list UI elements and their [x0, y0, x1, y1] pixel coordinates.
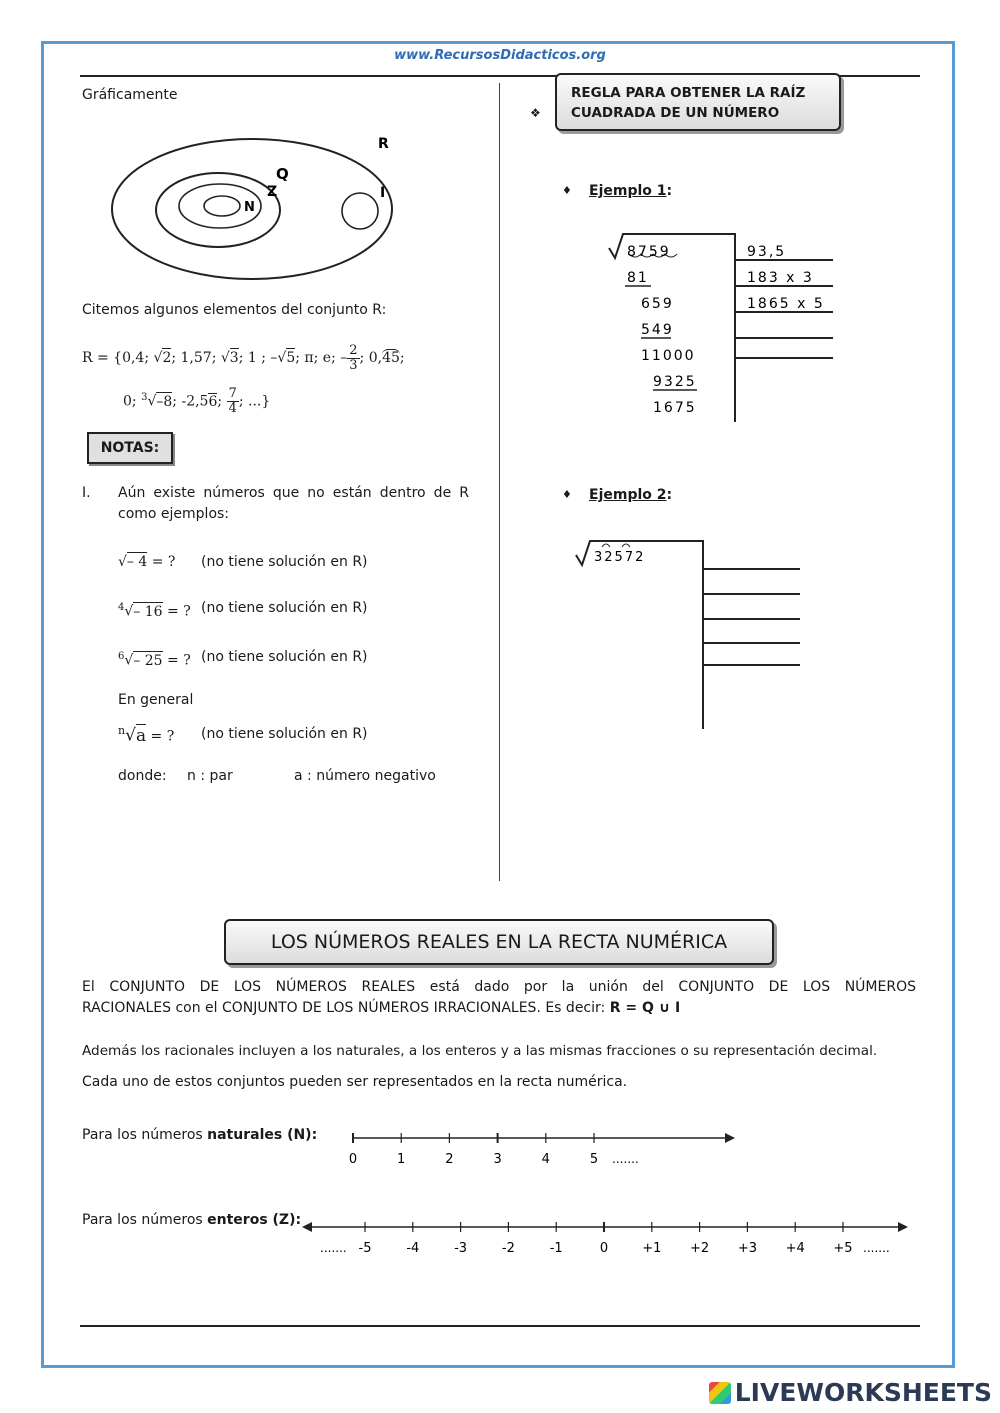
lws-logo-icon [709, 1382, 731, 1404]
naturals-tick-label: 1 [397, 1152, 406, 1167]
paragraph-2: Además los racionales incluyen a los naturales, a los enteros y a las mismas fracciones o su representación decimal. [82, 1043, 878, 1059]
naturals-tick-label: 0 [348, 1152, 358, 1167]
naturals-tick-label: 4 [541, 1152, 550, 1167]
radicand-2: 32572 [594, 550, 646, 565]
diamond-icon-2: ♦ [562, 488, 572, 501]
graph-title: Gráficamente [82, 87, 178, 103]
formula-union: R = Q ∪ I [609, 1000, 681, 1016]
naturals-tick-label: 3 [493, 1152, 502, 1167]
integers-tick-label: -4 [406, 1241, 420, 1256]
example-root4-neg16: $^4$√– 16 = ? [118, 602, 191, 620]
integers-tick-label: +1 [642, 1241, 662, 1256]
liveworksheets-logo[interactable]: LIVEWORKSHEETS [709, 1378, 992, 1407]
notes-box: NOTAS: [87, 432, 173, 464]
naturals-number-line [340, 1125, 740, 1173]
naturals-arrow-right [725, 1133, 735, 1143]
example-2-comment: (no tiene solución en R) [201, 600, 368, 616]
venn-label-N: N [244, 200, 255, 215]
set-line-2: 0; $^3$√–8; -2,56; $\frac{7}{4}$ ; ...} [123, 386, 271, 417]
venn-label-I: I [380, 185, 386, 201]
integers-arrow-left [302, 1222, 312, 1232]
integers-dots-right: ....... [863, 1241, 890, 1255]
donde-label: donde: [118, 768, 167, 784]
integers-dots-left: ....... [320, 1241, 347, 1255]
paragraph-3: Cada uno de estos conjuntos pueden ser representados en la recta numérica. [82, 1074, 628, 1090]
venn-I [342, 193, 378, 229]
venn-N [204, 196, 240, 216]
integers-arrow-right [898, 1222, 908, 1232]
step-659: 659 [641, 296, 674, 312]
integers-tick-label: +2 [690, 1241, 710, 1256]
example-1-label: Ejemplo 1: [589, 183, 673, 199]
donde-n: n : par [187, 768, 233, 784]
venn-label-Q: Q [276, 165, 289, 183]
note-text-2: como ejemplos: [118, 506, 230, 522]
integers-tick-label: -1 [549, 1241, 563, 1256]
example-root6-neg25: $^6$√– 25 = ? [118, 651, 191, 669]
column-divider [499, 83, 500, 881]
venn-label-R: R [378, 136, 389, 152]
bullet-icon: ❖ [530, 106, 541, 120]
example-rootn-a: $^n$√a = ? [118, 724, 175, 746]
rule-title-line-1: REGLA PARA OBTENER LA RAÍZ [571, 85, 806, 101]
example-sqrt-neg4: √– 4 = ? [118, 554, 176, 570]
sqrt-example-1 [605, 228, 845, 428]
naturals-label: Para los números naturales (N): [82, 1127, 318, 1143]
step-11000: 11000 [641, 348, 696, 364]
venn-label-Z: Z [267, 184, 278, 200]
step-549: 549 [641, 322, 674, 338]
radicand-1: 8759 [627, 244, 671, 260]
result-183x3: 183 x 3 [747, 270, 814, 286]
step-81: 81 [627, 270, 649, 286]
step-9325: 9325 [653, 374, 697, 390]
integers-tick-label: -3 [454, 1241, 468, 1256]
naturals-tick-label: 2 [445, 1152, 454, 1167]
site-url[interactable]: www.RecursosDidacticos.org [394, 48, 606, 63]
paragraph-1-line-1: El CONJUNTO DE LOS NÚMEROS REALES está dado por la unión del CONJUNTO DE LOS NÚMEROS [82, 979, 916, 995]
fraction-2-3: $\frac{2}{3}$ [349, 342, 358, 373]
step-1675: 1675 [653, 400, 697, 416]
integers-tick-label: +4 [785, 1241, 805, 1256]
integers-number-line [300, 1215, 915, 1263]
integers-tick-label: -5 [358, 1241, 372, 1256]
example-2-label: Ejemplo 2: [589, 487, 673, 503]
footer-rule [80, 1325, 920, 1327]
paragraph-1-line-2: RACIONALES con el CONJUNTO DE LOS NÚMEROS IRRACIONALES. Es decir: R = Q ∪ I [82, 1000, 681, 1016]
set-line-1: R = {0,4; √2; 1,57; √3; 1 ; –√5; π; e; – $\frac{2}{3}$ ; 0,45; [82, 342, 405, 373]
venn-diagram [100, 125, 440, 295]
section-title: LOS NÚMEROS REALES EN LA RECTA NUMÉRICA [224, 919, 774, 965]
result-root: 93,5 [747, 244, 787, 260]
integers-tick-label: +5 [833, 1241, 853, 1256]
general-label: En general [118, 692, 194, 708]
rule-title-box [555, 73, 841, 131]
example-1-comment: (no tiene solución en R) [201, 554, 368, 570]
integers-tick-label: 0 [599, 1241, 609, 1256]
result-1865x5: 1865 x 5 [747, 296, 825, 312]
elements-intro: Citemos algunos elementos del conjunto R: [82, 302, 387, 318]
diamond-icon-1: ♦ [562, 184, 572, 197]
note-text-1: Aún existe números que no están dentro de R [118, 485, 469, 501]
example-3-comment: (no tiene solución en R) [201, 649, 368, 665]
digit-group-marks-2 [602, 544, 630, 547]
donde-a: a : número negativo [294, 768, 436, 784]
naturals-dots: ....... [612, 1152, 639, 1166]
integers-tick-label: +3 [737, 1241, 757, 1256]
example-4-comment: (no tiene solución en R) [201, 726, 368, 742]
naturals-tick-label: 5 [589, 1152, 599, 1167]
sqrt-example-2 [572, 535, 812, 735]
integers-tick-label: -2 [501, 1241, 515, 1256]
note-number: I. [82, 485, 91, 501]
rule-title-line-2: CUADRADA DE UN NÚMERO [571, 105, 780, 121]
fraction-7-4: $\frac{7}{4}$ [228, 386, 237, 417]
integers-label: Para los números enteros (Z): [82, 1212, 302, 1228]
radical-sign-2 [576, 541, 703, 729]
